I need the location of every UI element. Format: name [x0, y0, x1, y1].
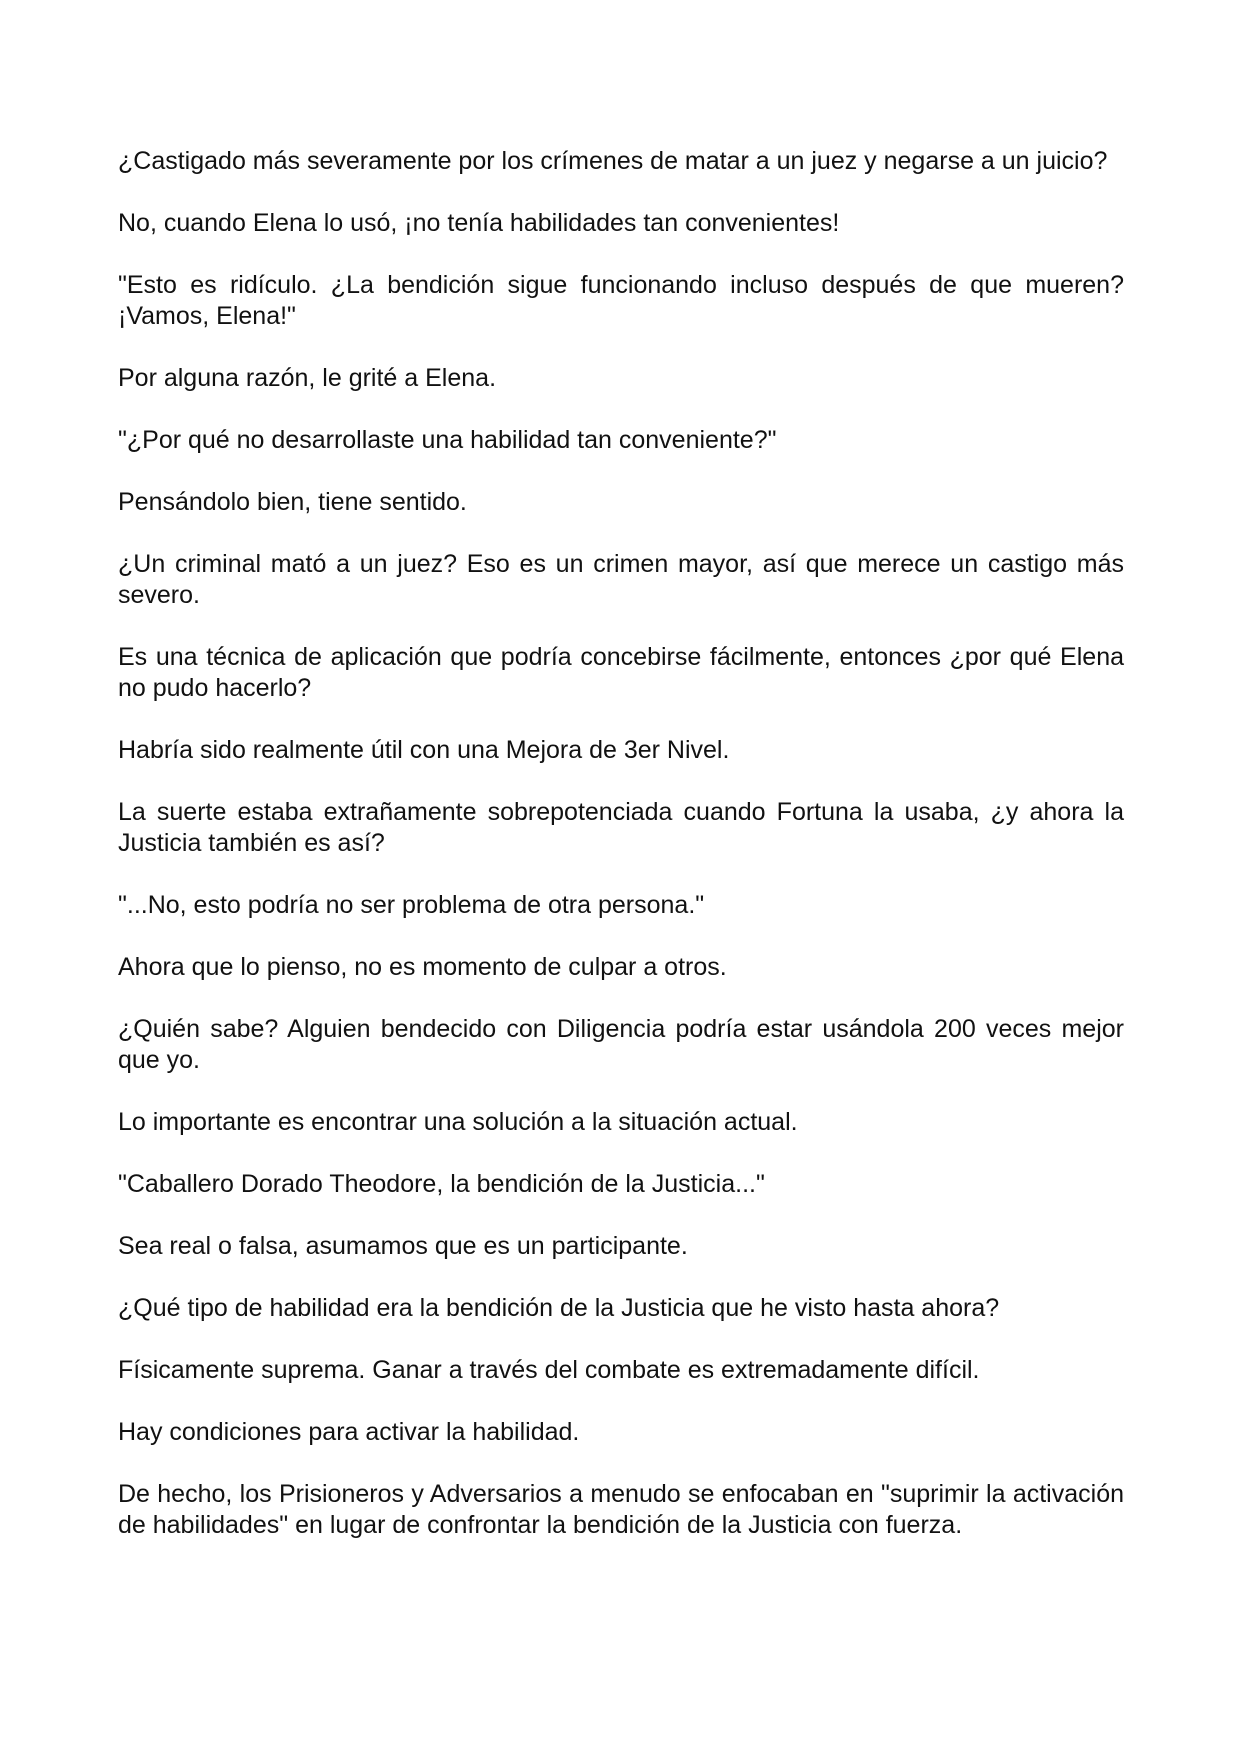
paragraph: ¿Qué tipo de habilidad era la bendición de la Justicia que he visto hasta ahora?: [118, 1294, 1000, 1322]
paragraph: "...No, esto podría no ser problema de otra persona.": [118, 891, 705, 919]
paragraph: Por alguna razón, le grité a Elena.: [118, 364, 497, 392]
paragraph: Sea real o falsa, asumamos que es un participante.: [118, 1232, 688, 1260]
paragraph: La suerte estaba extrañamente sobrepotenciada cuando Fortuna la usaba, ¿y ahora la Justicia también es así?: [118, 798, 1124, 857]
paragraph: Es una técnica de aplicación que podría concebirse fácilmente, entonces ¿por qué Elena no pudo hacerlo?: [118, 643, 1124, 702]
paragraph: Físicamente suprema. Ganar a través del combate es extremadamente difícil.: [118, 1356, 980, 1384]
paragraph: Hay condiciones para activar la habilidad.: [118, 1418, 580, 1446]
paragraph: Habría sido realmente útil con una Mejora de 3er Nivel.: [118, 736, 730, 764]
paragraph: ¿Quién sabe? Alguien bendecido con Diligencia podría estar usándola 200 veces mejor que yo.: [118, 1015, 1124, 1074]
paragraph: Ahora que lo pienso, no es momento de culpar a otros.: [118, 953, 727, 981]
body-text: [118, 146, 1124, 1541]
paragraph: ¿Castigado más severamente por los crímenes de matar a un juez y negarse a un juicio?: [118, 147, 1108, 175]
paragraph: Lo importante es encontrar una solución a la situación actual.: [118, 1108, 798, 1136]
paragraph: ¿Un criminal mató a un juez? Eso es un crimen mayor, así que merece un castigo más severo.: [118, 550, 1124, 609]
paragraph: "¿Por qué no desarrollaste una habilidad tan conveniente?": [118, 426, 777, 454]
paragraph: No, cuando Elena lo usó, ¡no tenía habilidades tan convenientes!: [118, 209, 840, 237]
paragraph: "Esto es ridículo. ¿La bendición sigue funcionando incluso después de que mueren? ¡Vamos, Elena!": [118, 271, 1124, 330]
paragraph: Pensándolo bien, tiene sentido.: [118, 488, 467, 516]
paragraph: "Caballero Dorado Theodore, la bendición de la Justicia...": [118, 1170, 765, 1198]
paragraph: De hecho, los Prisioneros y Adversarios a menudo se enfocaban en "suprimir la activación de habilidades" en lugar de confrontar la bendición de la Justicia con fuerza.: [118, 1480, 1124, 1539]
